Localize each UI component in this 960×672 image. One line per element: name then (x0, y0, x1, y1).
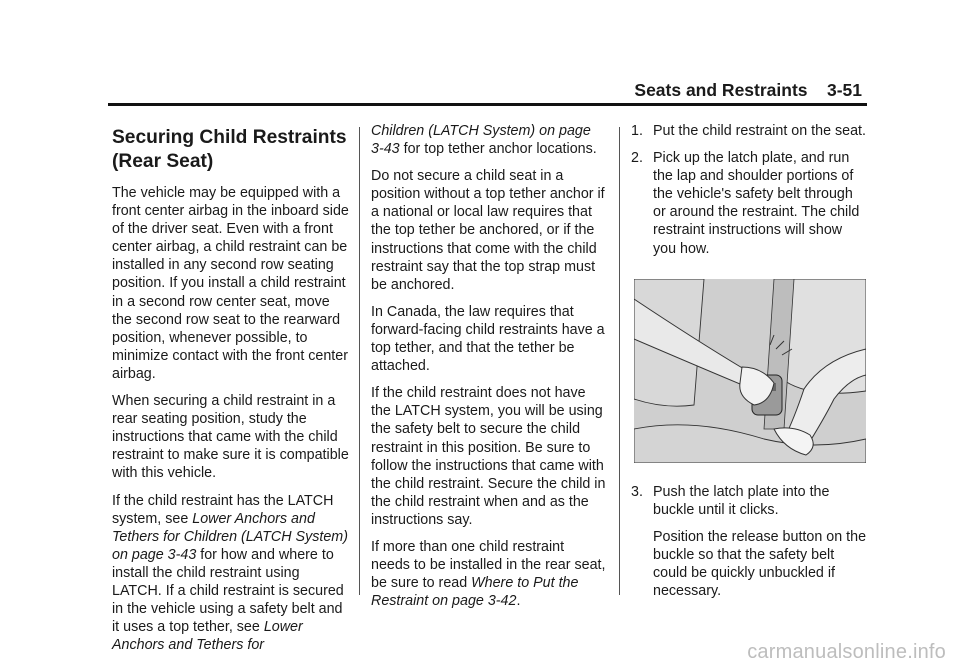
watermark: carmanualsonline.info (747, 641, 946, 663)
cross-reference-latch[interactable]: Lower Anchors and Tethers for Children (LATCH System) on page 3-43 (112, 510, 348, 563)
text-run: If more than one child restraint needs to be installed in the rear seat, be sure to read (371, 538, 606, 592)
column-1 (112, 126, 350, 663)
step-3 (631, 483, 869, 519)
section-heading (112, 126, 350, 174)
heading-line-1: Securing Child Restraints (112, 127, 347, 148)
step-text: Push the latch plate into the buckle until it clicks. (653, 483, 830, 518)
text-run: for how and where to install the child restraint using LATCH. If a child restraint is secured in the vehicle using a safety belt and it uses a top tether, see (112, 546, 344, 636)
cross-reference-tethers[interactable]: Lower Anchors and Tethers for (112, 619, 303, 654)
paragraph (112, 492, 350, 655)
cross-reference-where-to-put[interactable]: Where to Put the Restraint on page 3-42 (371, 575, 579, 610)
cross-reference-latch-cont[interactable]: Children (LATCH System) on page 3-43 (371, 123, 591, 158)
paragraph: In Canada, the law requires that forward-facing child restraints have a top tether, and that the tether be attached. (371, 303, 605, 375)
step-2 (631, 149, 869, 258)
text-run: . (516, 593, 521, 610)
running-head (634, 80, 862, 101)
header-rule (108, 103, 867, 106)
paragraph: When securing a child restraint in a rear seating position, study the instructions that came with the child restraint to make sure it is compatible with this vehicle. (112, 393, 349, 482)
step-text: Put the child restraint on the seat. (653, 123, 866, 139)
heading-line-2: (Rear Seat) (112, 151, 214, 172)
step-number: 2. (631, 150, 643, 167)
paragraph: If the child restraint does not have the LATCH system, you will be using the safety belt to secure the child restraint in this position. Be sure to follow the instructions that came with the child restraint. Secure the child in the child restraint when and as the instructions say. (371, 385, 606, 528)
column-2 (371, 122, 607, 619)
step-number: 3. (631, 483, 643, 500)
paragraph: Do not secure a child seat in a position without a top tether anchor if a national or local law requires that the top tether be anchored, or if the instructions that come with the child restraint say that the top strap must be anchored. (371, 168, 605, 293)
paragraph (371, 122, 607, 158)
step-text: Pick up the latch plate, and run the lap and shoulder portions of the vehicle's safety belt through or around the restraint. The child restraint instructions will show you how. (653, 150, 860, 257)
paragraph: The vehicle may be equipped with a front center airbag in the inboard side of the driver seat. Even with a front center airbag, a child restraint can be installed in any second row seating position. If you install a child restraint in a second row center seat, move the second row seat to the rearward position, whenever possible, to minimize contact with the front center airbag. (112, 185, 349, 382)
step-3-subtext: Position the release button on the buckle so that the safety belt could be quickly unbuckled if necessary. (653, 528, 867, 600)
section-title: Seats and Restraints (634, 80, 808, 100)
column-divider (359, 127, 360, 595)
text-run: for top tether anchor locations. (399, 141, 597, 158)
column-3 (631, 122, 869, 609)
column-divider (619, 127, 620, 595)
paragraph (371, 538, 607, 610)
step-1 (631, 122, 869, 140)
illustration-svg (634, 279, 866, 463)
text-run: If the child restraint has the LATCH system, see (112, 492, 334, 527)
step-number: 1. (631, 123, 643, 139)
latch-plate-illustration (634, 279, 866, 463)
page-number: 3-51 (826, 80, 862, 100)
